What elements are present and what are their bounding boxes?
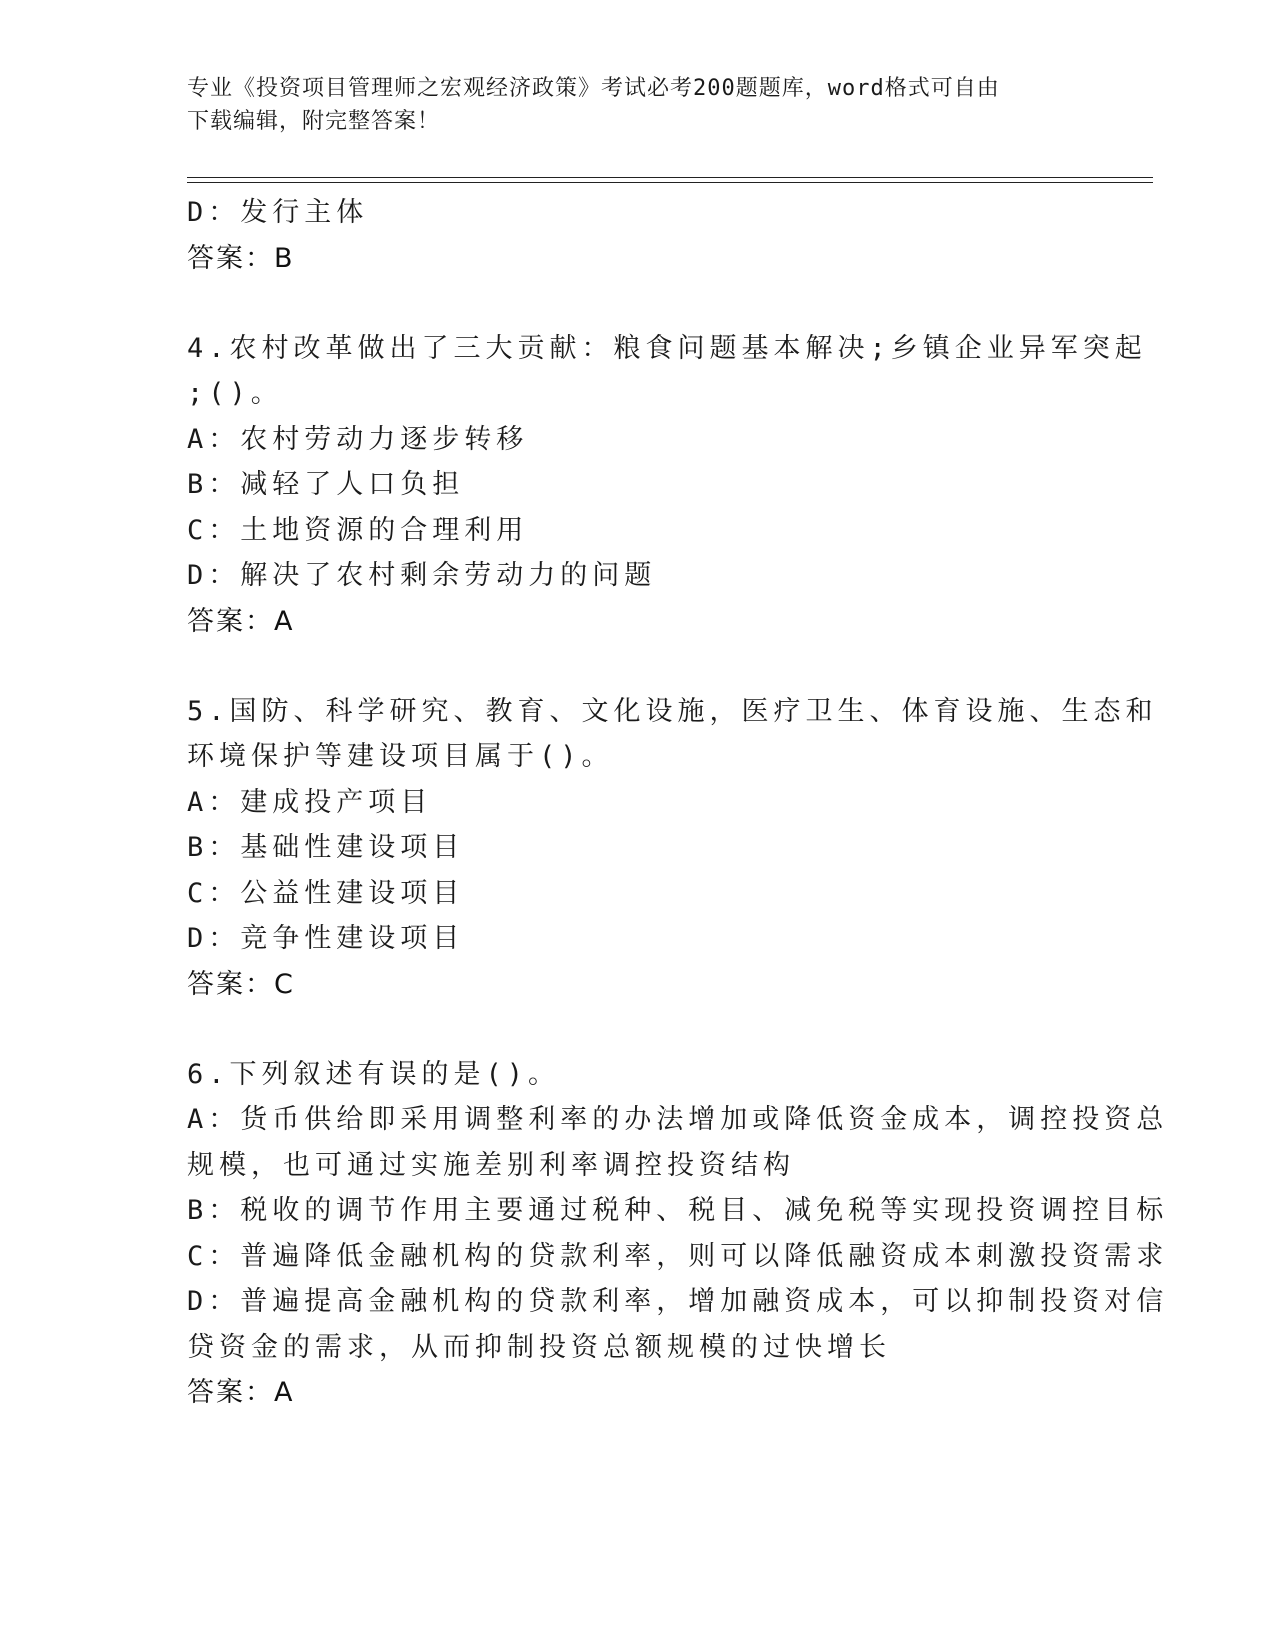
header-line-2: 下载编辑，附完整答案！ xyxy=(187,109,441,134)
option-b: B：税收的调节作用主要通过税种、税目、减免税等实现投资调控目标 xyxy=(187,1195,1169,1226)
option-c: C：公益性建设项目 xyxy=(187,877,465,909)
option-d: D：竞争性建设项目 xyxy=(187,923,465,954)
option-b: B：减轻了人口负担 xyxy=(187,469,465,500)
document-header xyxy=(187,72,1067,138)
question-stem: 6.下列叙述有误的是()。 xyxy=(187,1058,561,1090)
question-stem-continued: 环境保护等建设项目属于()。 xyxy=(187,741,614,772)
question-5 xyxy=(187,689,1158,1008)
question-stem-continued: ;()。 xyxy=(187,378,283,409)
question-4 xyxy=(187,326,1147,645)
option-b: B：基础性建设项目 xyxy=(187,832,465,863)
answer: 答案：C xyxy=(187,968,295,1000)
option-a: A：农村劳动力逐步转移 xyxy=(187,423,529,455)
question-list xyxy=(187,190,1169,1416)
question-stem: 4.农村改革做出了三大贡献：粮食问题基本解决;乡镇企业异军突起 xyxy=(187,332,1147,364)
option-d: D：普遍提高金融机构的贷款利率，增加融资成本，可以抑制投资对信 xyxy=(187,1286,1169,1317)
option-a: A：货币供给即采用调整利率的办法增加或降低资金成本，调控投资总 xyxy=(187,1104,1169,1135)
header-divider xyxy=(187,177,1153,183)
question-3-tail xyxy=(187,190,1087,282)
option-d-continued: 贷资金的需求，从而抑制投资总额规模的过快增长 xyxy=(187,1331,891,1363)
option-c: C：普遍降低金融机构的贷款利率，则可以降低融资成本刺激投资需求 xyxy=(187,1240,1169,1272)
answer: 答案：A xyxy=(187,1377,295,1408)
option-d: D：解决了农村剩余劳动力的问题 xyxy=(187,560,657,591)
option-d: D：发行主体 xyxy=(187,197,369,228)
answer: 答案：A xyxy=(187,605,295,637)
question-stem: 5.国防、科学研究、教育、文化设施，医疗卫生、体育设施、生态和 xyxy=(187,695,1158,727)
answer: 答案：B xyxy=(187,242,295,274)
header-line-1: 专业《投资项目管理师之宏观经济政策》考试必考200题题库，word格式可自由 xyxy=(187,76,1000,101)
option-a: A：建成投产项目 xyxy=(187,786,433,818)
question-6 xyxy=(187,1052,1169,1417)
option-c: C：土地资源的合理利用 xyxy=(187,514,529,546)
option-a-continued: 规模，也可通过实施差别利率调控投资结构 xyxy=(187,1149,795,1181)
